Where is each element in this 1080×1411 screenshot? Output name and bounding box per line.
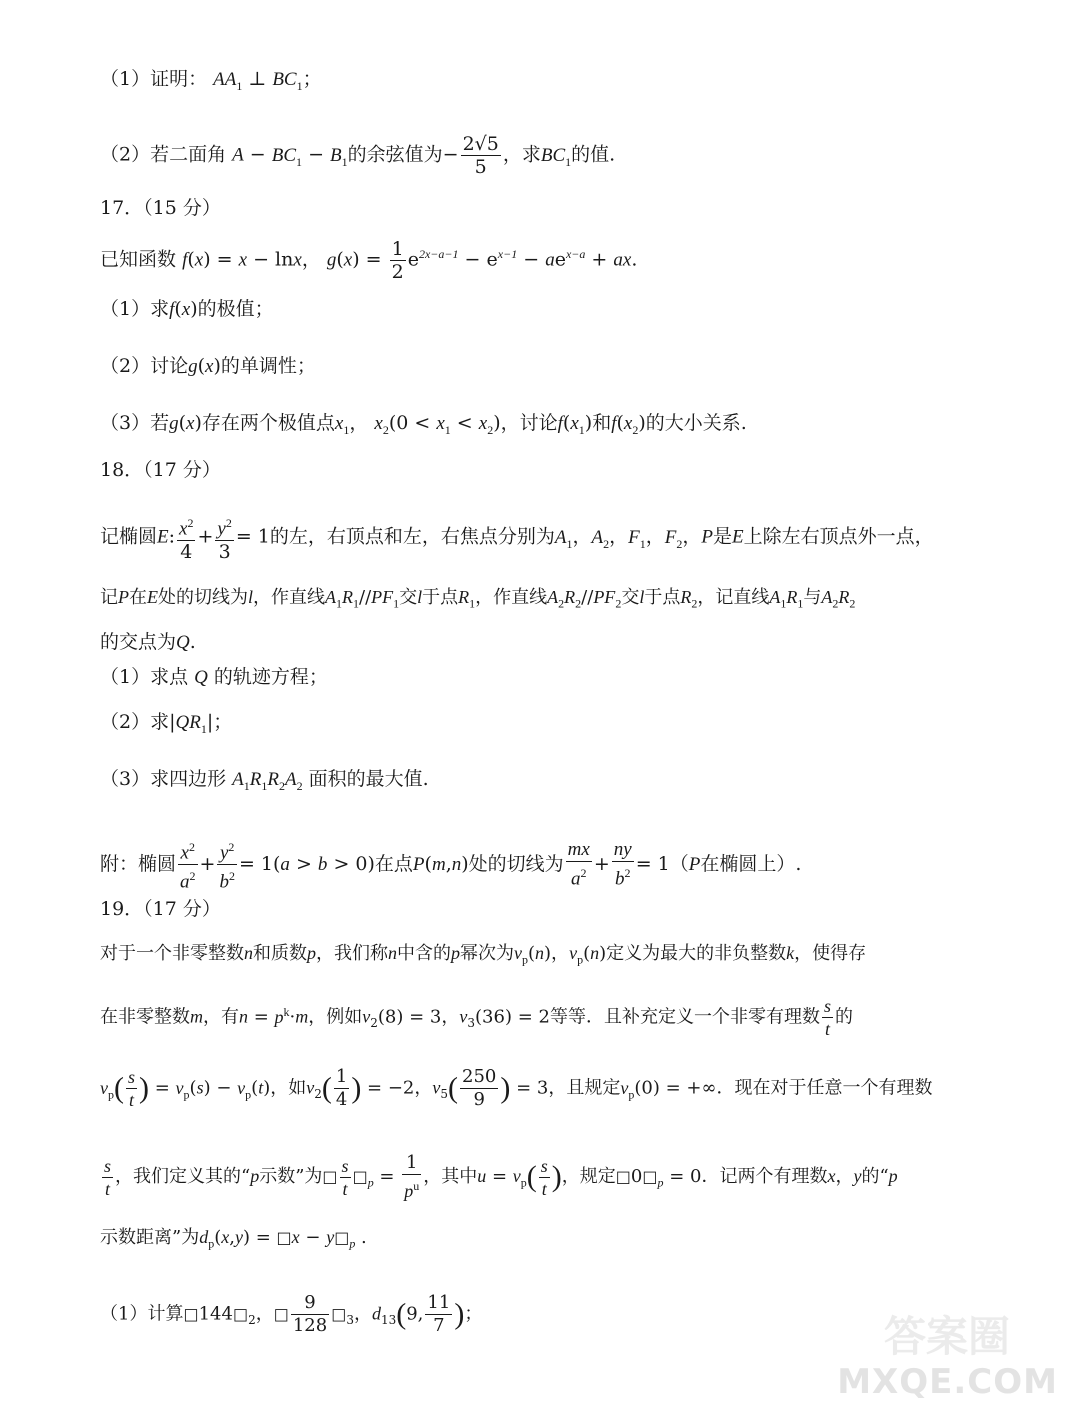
q19-part1-a: （1）计算 <box>100 1303 184 1325</box>
q18-part3: （3）求四边形 $A_1R_1R_2A_2$ 面积的最大值. <box>100 768 429 793</box>
watermark <box>837 1312 1070 1408</box>
q19-line1-g: ，使得存 <box>794 943 867 964</box>
q18-line2-b: 在 <box>129 587 147 608</box>
q17-part3-e: 的大小关系. <box>645 412 747 434</box>
q18-part2: （2）求$|QR_1|$； <box>100 711 233 736</box>
q19-line4-e: ．记两个有理数 <box>701 1166 828 1187</box>
q16-part2-tail: 的值. <box>571 143 616 166</box>
watermark-url: MXQE.COM <box>837 1362 1058 1402</box>
q19-line1-b: 和质数 <box>253 943 307 964</box>
q18-note: 附：椭圆 $\frac{x^2}{a^2}$ + $\frac{y^2}{b^2}$ = 1(a > b > 0)在点P(m,n)处的切线为 $\frac{mx}{a^2}$ + $\frac{ny}{b^2}$ = 1（P在椭圆上）. <box>100 836 990 894</box>
q19-line1-a: 对于一个非零整数 <box>100 943 244 964</box>
q18-line1-d: 上除左右顶点外一点， <box>743 525 934 548</box>
q17-part1-b: 的极值； <box>197 298 274 320</box>
q18-line1-c: 是 <box>713 525 733 548</box>
q19-line2: 在非零整数m，有$n = p^k\cdot m$，例如$v_2(8) = 3$，$v_3(36) = 2$等等．且补充定义一个非零有理数 $\frac{s}{t}$ 的 <box>100 996 853 1039</box>
q19-line2-d: 等等．且补充定义一个非零有理数 <box>549 1006 820 1028</box>
q19-line4-f: 的“ <box>861 1166 889 1187</box>
q18-part3-b: 面积的最大值. <box>308 768 429 790</box>
q19-line2-e: 的 <box>834 1006 853 1028</box>
q17-intro: 已知函数 f(x) = x − lnx， g(x) = $\frac{1}{2}$ $e^{2x-a-1} - e^{x-1} - ae^{x-a}$ + ax. <box>100 238 638 283</box>
q16-part1-label: （1）证明： <box>100 68 208 90</box>
q19-line1-d: 中含的 <box>397 943 451 964</box>
q18-line2-e: 交 <box>399 587 418 608</box>
q19-line4-b: 示数”为 <box>259 1166 323 1187</box>
q18-header-text: 18．（17 分） <box>100 459 221 481</box>
q17-part3-a: （3）若 <box>100 412 170 434</box>
q19-header <box>100 894 990 924</box>
q19-line3: $v_p$( $\frac{s}{t}$ ) = $v_p(s) - v_p(t)$，如$v_2$( $\frac{1}{4}$ ) = −2，$v_5$( $\frac{250}{9}$ ) = 3，且规定$v_p(0)$ = +∞．现在对于任意一个有理数 <box>100 1066 933 1110</box>
q18-line2-j: ，记直线 <box>697 587 770 608</box>
q18-line2-a: 记 <box>100 587 118 608</box>
q19-line2-c: ，例如 <box>308 1006 363 1028</box>
q19-line4-a: ，我们定义其的“ <box>115 1166 251 1187</box>
q19-line2-a: 在非零整数 <box>100 1006 190 1028</box>
q18-line1-b: 的左，右顶点和左，右焦点分别为 <box>269 525 555 548</box>
q18-part1-a: （1）求点 <box>100 666 189 688</box>
q17-header <box>100 193 990 223</box>
q18-part2-a: （2）求 <box>100 711 170 733</box>
q18-note-d: （ <box>669 852 689 875</box>
q18-line2-i: 于点 <box>644 587 681 608</box>
q19-line5: 示数距离”为$d_p(x,y)$ = □x − $y□_p$ . <box>100 1227 367 1251</box>
q17-part3-d: 和 <box>592 412 612 434</box>
q17-part1: （1）求f(x)的极值； <box>100 298 274 320</box>
q17-part2: （2）讨论g(x)的单调性； <box>100 355 316 377</box>
q18-header <box>100 455 990 485</box>
q17-part2-b: 的单调性； <box>220 355 316 377</box>
q17-part3: （3）若g(x)存在两个极值点$x_1$， $x_2(0 < x_1 < x_2)$，讨论$f(x_1)$和$f(x_2)$的大小关系. <box>100 412 747 437</box>
q18-part1-b: 的轨迹方程； <box>213 666 328 688</box>
q18-line1-a: 记椭圆 <box>100 525 158 548</box>
q18-note-b: 在点 <box>374 852 413 875</box>
q18-note-e: 在椭圆上）. <box>700 852 802 875</box>
q19-line3-c: ．现在对于任意一个有理数 <box>716 1077 933 1099</box>
q16-part2-label: （2）若二面角 <box>100 143 227 166</box>
q17-part3-c: ，讨论 <box>500 412 558 434</box>
q17-intro-text: 已知函数 <box>100 248 177 271</box>
q18-line3-text: 的交点为 <box>100 631 177 653</box>
q19-line1-c: ，我们称 <box>316 943 388 964</box>
q18-note-a: 附：椭圆 <box>100 852 177 875</box>
q18-part1: （1）求点 Q 的轨迹方程； <box>100 666 328 688</box>
q18-line2-c: 处的切线为 <box>158 587 248 608</box>
q19-line4-d: ，规定 <box>561 1166 616 1187</box>
q19-line4-c: ，其中 <box>423 1166 478 1187</box>
q19-line1-e: 幂次为 <box>460 943 514 964</box>
q19-line4: $\frac{s}{t}$ ，我们定义其的“p示数”为□ $\frac{s}{t}$ $□_p$ = $\frac{1}{p^u}$ ，其中$u = v_p$( $\frac{s}{t}$ )，规定$□0□_p = 0$．记两个有理数x，y的“p <box>104 1152 898 1201</box>
q16-part2: （2）若二面角 $A - BC_1 - B_1$的余弦值为− $\frac{2√5}{5}$ ，求$BC_1$的值. <box>100 133 616 178</box>
q19-part1: （1）计算$□144□_2$，□ $\frac{9}{128}$ $□_3$，$d_{13}(9$, $\frac{11}{7}$ )； <box>100 1292 483 1336</box>
q19-header-text: 19．（17 分） <box>100 898 221 920</box>
q18-part3-a: （3）求四边形 <box>100 768 227 790</box>
q16-part2-end: ，求 <box>502 143 541 166</box>
q19-line5-a: 示数距离”为 <box>100 1227 200 1248</box>
q19-line1: 对于一个非零整数n和质数p，我们称n中含的p幂次为$v_p(n)$，$v_p(n)$定义为最大的非负整数k，使得存 <box>100 943 867 967</box>
q18-line2-k: 与 <box>803 587 822 608</box>
q18-line3: 的交点为Q. <box>100 631 196 653</box>
q17-part2-a: （2）讨论 <box>100 355 189 377</box>
watermark-logo-text: 答案圈 <box>883 1312 1010 1361</box>
q18-line2-d: ，作直线 <box>253 587 326 608</box>
q16-part1: （1）证明： $AA_1$ ⊥ $BC_1$； <box>100 68 322 93</box>
q19-line1-f: 定义为最大的非负整数 <box>606 943 787 964</box>
q17-header-text: 17．（15 分） <box>100 197 221 219</box>
q18-line2: 记P在E处的切线为l，作直线$A_1R_1//PF_1$交l于点$R_1$，作直线$A_2R_2//PF_2$交l于点$R_2$，记直线$A_1R_1$与$A_2R_2$ <box>100 587 856 611</box>
q17-part1-a: （1）求 <box>100 298 170 320</box>
q19-line3-a: ，如 <box>270 1077 307 1099</box>
q18-note-c: 处的切线为 <box>468 852 564 875</box>
q17-part3-b: 存在两个极值点 <box>201 412 335 434</box>
q18-line1: 记椭圆E: $\frac{x^2}{4}$ + $\frac{y^2}{3}$ = 1的左，右顶点和左，右焦点分别为$A_1$，$A_2$，$F_1$，$F_2$，P是E上除左右顶点外一点， <box>100 512 990 563</box>
q18-line2-g: ，作直线 <box>475 587 548 608</box>
q18-line2-h: 交 <box>621 587 640 608</box>
q19-line2-b: ，有 <box>203 1006 239 1028</box>
q16-part2-mid: 的余弦值为 <box>347 143 443 166</box>
q19-line3-b: ，且规定 <box>548 1077 621 1099</box>
q18-line2-f: 于点 <box>422 587 459 608</box>
